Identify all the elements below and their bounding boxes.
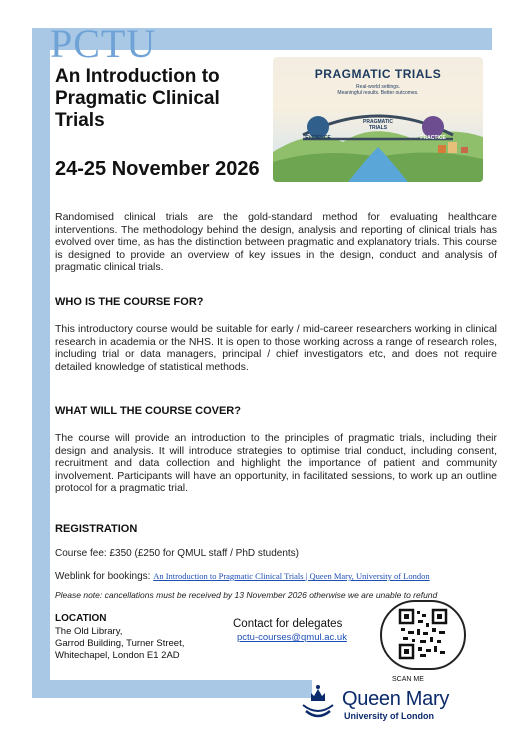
frame-bottom-bar bbox=[32, 680, 312, 698]
qr-code[interactable] bbox=[380, 600, 466, 670]
queen-mary-subtitle: University of London bbox=[344, 711, 434, 721]
weblink-line bbox=[55, 571, 430, 582]
pctu-logo: PCTU bbox=[50, 21, 157, 66]
banner-subtitle: Real-world settings. Meaningful results. Better outcomes. bbox=[337, 84, 419, 96]
pragmatic-trials-banner bbox=[273, 57, 483, 182]
cover-paragraph: The course will provide an introduction to the principles of pragmatic trials, including their design and analysis. It will introduce strategies to optimise trial conduct, including consent, recruitment and data collection and highlight the importance of patient and community involvement. Participants will have an opportunity, in facilitated sessions, to work up an outline protocol for a pragmatic trial. bbox=[55, 432, 497, 494]
location-line-3: Whitechapel, London E1 2AD bbox=[55, 650, 180, 661]
who-heading: WHO IS THE COURSE FOR? bbox=[55, 296, 204, 308]
frame-left-bar bbox=[32, 28, 50, 698]
contact-email-link[interactable]: pctu-courses@qmul.ac.uk bbox=[237, 632, 347, 643]
booking-link[interactable]: An Introduction to Pragmatic Clinical Trials | Queen Mary, University of London bbox=[153, 571, 430, 581]
course-date: 24-25 November 2026 bbox=[55, 158, 260, 180]
intro-paragraph: Randomised clinical trials are the gold-standard method for evaluating healthcare interventions. The methodology behind the design, analysis and reporting of clinical trials has evolved over time, as has the distinction between pragmatic and explanatory trials. This course is designed to provide an overview of key issues in the design, conduct and analysis of pragmatic clinical trials. bbox=[55, 211, 497, 273]
course-title: An Introduction to Pragmatic Clinical Trials bbox=[55, 66, 220, 131]
course-fee: Course fee: £350 (£250 for QMUL staff / PhD students) bbox=[55, 548, 300, 559]
banner-evidence-label: EVIDENCE bbox=[305, 135, 331, 141]
who-paragraph: This introductory course would be suitable for early / mid-career researchers working in clinical research in academia or the NHS. It is open to those working across a range of research roles, including trial or data managers, principal / chief investigators etc, and does not require detailed knowledge of statistical methods. bbox=[55, 323, 497, 373]
banner-practice-label: PRACTICE bbox=[420, 135, 446, 141]
location-line-1: The Old Library, bbox=[55, 626, 123, 637]
cover-heading: WHAT WILL THE COURSE COVER? bbox=[55, 405, 241, 417]
location-heading: LOCATION bbox=[55, 613, 107, 624]
cancellation-note: Please note: cancellations must be received by 13 November 2026 otherwise we are unable to refund bbox=[55, 590, 438, 600]
qr-code-icon bbox=[382, 602, 464, 668]
weblink-label: Weblink for bookings: bbox=[55, 571, 154, 582]
scan-me-label: SCAN ME bbox=[392, 676, 424, 683]
banner-title: PRAGMATIC TRIALS bbox=[314, 67, 442, 81]
registration-heading: REGISTRATION bbox=[55, 523, 138, 535]
queen-mary-crest-icon bbox=[298, 681, 338, 721]
contact-heading: Contact for delegates bbox=[233, 618, 343, 630]
banner-center-label: PRAGMATIC TRIALS bbox=[363, 119, 393, 131]
queen-mary-name: Queen Mary bbox=[342, 688, 450, 710]
location-line-2: Garrod Building, Turner Street, bbox=[55, 638, 185, 649]
